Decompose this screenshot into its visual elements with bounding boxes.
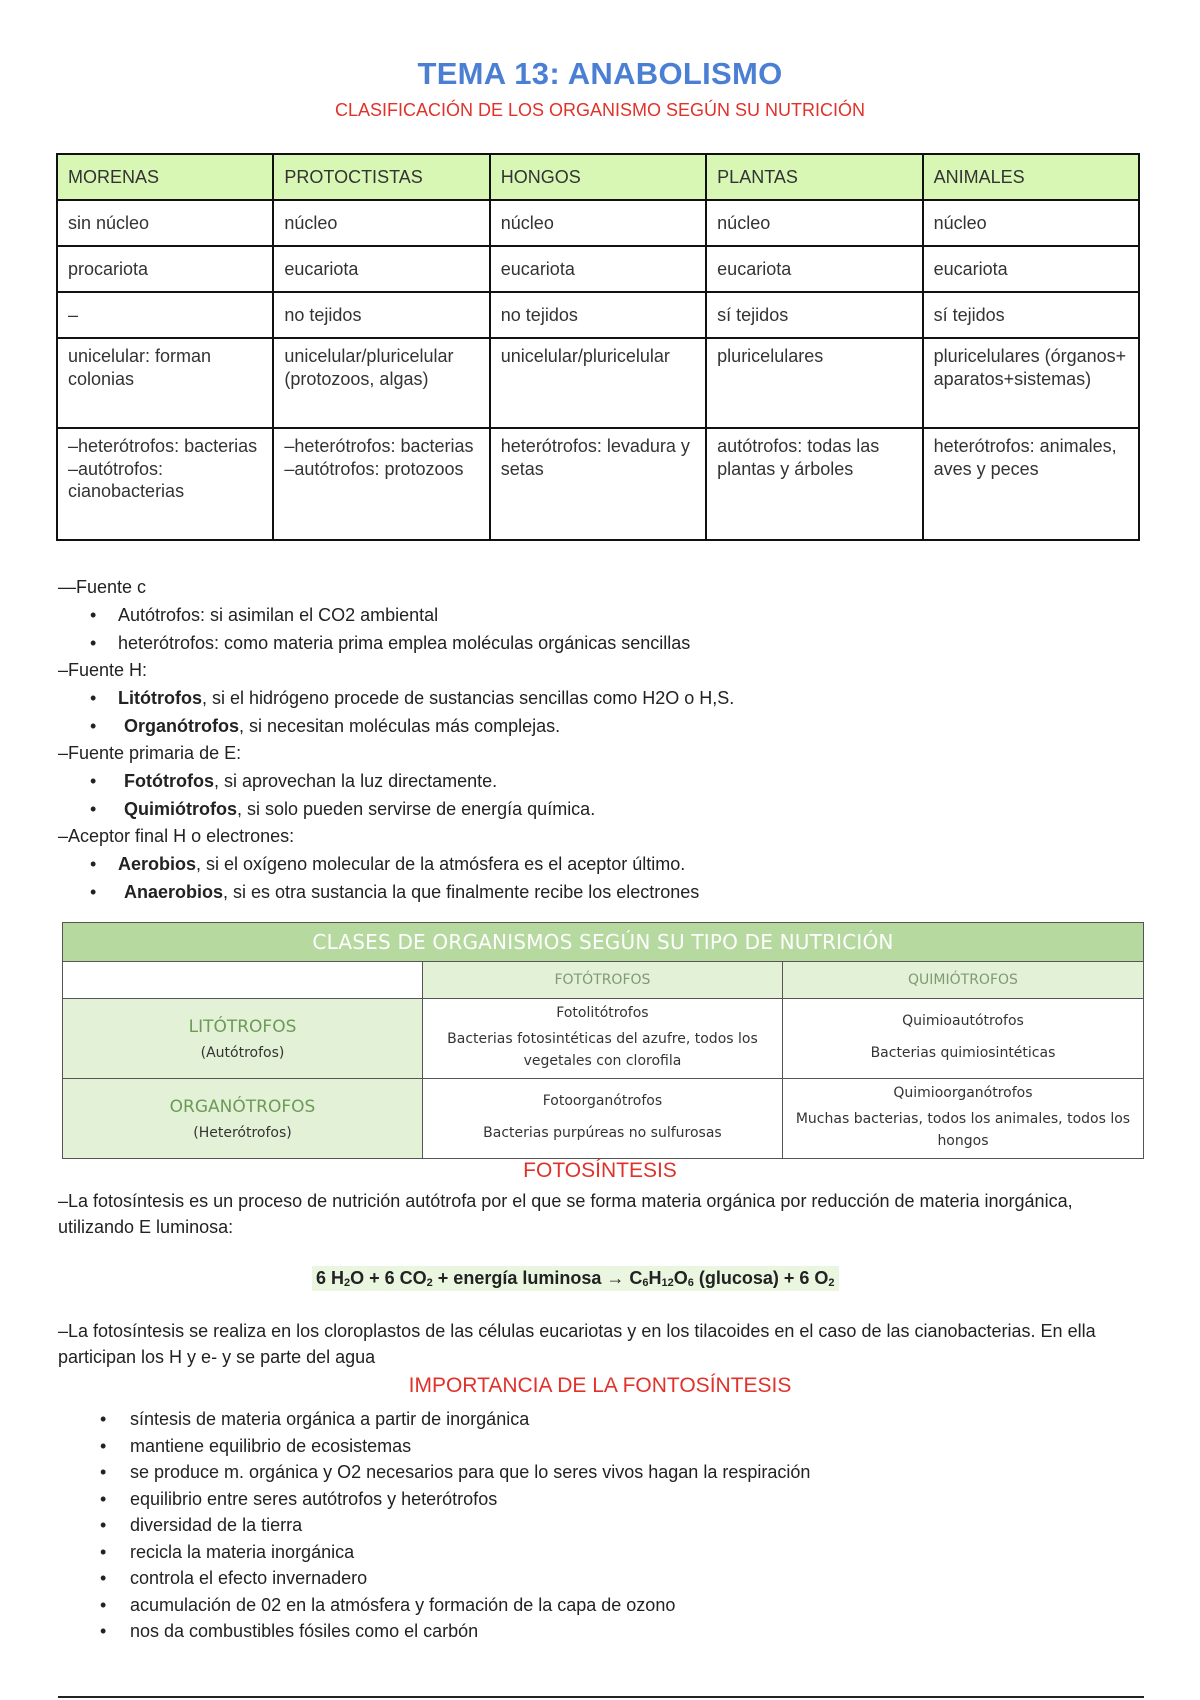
cell-name: Fotolitótrofos [556, 1004, 649, 1021]
paragraph: –La fotosíntesis es un proceso de nutrición autótrofa por el que se forma materia orgánica por reducción de materia inorgánica, utilizando E luminosa: [58, 1191, 1073, 1237]
list-item [118, 601, 1158, 629]
table-cell: – [57, 292, 273, 338]
table-row [57, 338, 1139, 428]
item-text: , si aprovechan la luz directamente. [213, 771, 498, 791]
list-item [118, 850, 1158, 878]
term: Anaerobios [124, 882, 224, 902]
list-item: • equilibrio entre seres autótrofos y heterótrofos [130, 1486, 1158, 1513]
list-item: • se produce m. orgánica y O2 necesarios para que lo seres vivos hagan la respiración [130, 1459, 1158, 1486]
list-item: • acumulación de 02 en la atmósfera y formación de la capa de ozono [130, 1592, 1158, 1619]
table-cell: núcleo [273, 200, 489, 246]
column-header: QUIMIÓTROFOS [782, 962, 1143, 999]
column-header: PROTOCTISTAS [273, 154, 489, 200]
cell-line: –heterótrofos: bacterias [68, 436, 258, 456]
list-item: • diversidad de la tierra [130, 1512, 1158, 1539]
table-cell: no tejidos [273, 292, 489, 338]
eq-sub: 2 [344, 1277, 351, 1289]
table-cell [57, 428, 273, 540]
eq-text: 6 H [316, 1268, 345, 1288]
nutrition-types-table [62, 922, 1144, 1159]
column-header: MORENAS [57, 154, 273, 200]
item-text: , si solo pueden servirse de energía química. [237, 799, 596, 819]
nutrition-notes [58, 574, 1158, 906]
list-item: • recicla la materia inorgánica [130, 1539, 1158, 1566]
table-cell [273, 428, 489, 540]
bullet-list [58, 684, 1158, 740]
list-item: • mantiene equilibrio de ecosistemas [130, 1433, 1158, 1460]
page-subtitle: CLASIFICACIÓN DE LOS ORGANISMO SEGÚN SU NUTRICIÓN [334, 100, 866, 120]
table-cell: pluricelulares (órganos+aparatos+sistemas) [923, 338, 1139, 428]
table-cell: heterótrofos: animales, aves y peces [923, 428, 1139, 540]
eq-text: H [648, 1268, 662, 1288]
table-header-row [57, 154, 1139, 200]
cell-line: –heterótrofos: bacterias [284, 436, 474, 456]
table-cell: unicelular/pluricelular (protozoos, algas) [273, 338, 489, 428]
photosynthesis-equation [312, 1266, 839, 1291]
eq-text: + energía luminosa → C [432, 1268, 643, 1288]
list-item [118, 795, 1158, 823]
table-cell [782, 999, 1143, 1079]
nutrition-table-title: CLASES DE ORGANISMOS SEGÚN SU TIPO DE NUTRICIÓN [63, 923, 1144, 962]
table-row [57, 246, 1139, 292]
cell-desc: Muchas bacterias, todos los animales, todos los hongos [795, 1110, 1131, 1149]
page-title: TEMA 13: ANABOLISMO [417, 56, 783, 91]
row-label: LITÓTROFOS [188, 1016, 297, 1037]
table-cell [782, 1079, 1143, 1159]
empty-corner-cell [63, 962, 423, 999]
eq-sub: 2 [426, 1277, 433, 1289]
cell-line: –autótrofos: cianobacterias [68, 458, 185, 501]
footer-divider [58, 1696, 1144, 1698]
list-item [118, 684, 1158, 712]
eq-sub: 6 [687, 1277, 694, 1289]
bullet-list [58, 601, 1158, 657]
table-cell: unicelular/pluricelular [490, 338, 706, 428]
cell-name: Fotoorganótrofos [542, 1092, 663, 1109]
list-item [118, 767, 1158, 795]
cell-desc: Bacterias quimiosintéticas [870, 1044, 1056, 1061]
column-header: HONGOS [490, 154, 706, 200]
term: Organótrofos [124, 716, 239, 736]
table-cell: núcleo [706, 200, 922, 246]
eq-text: (glucosa) + 6 O [693, 1268, 829, 1288]
list-item [118, 878, 1158, 906]
term: Quimiótrofos [124, 799, 237, 819]
table-cell: eucariota [490, 246, 706, 292]
list-item: • síntesis de materia orgánica a partir de inorgánica [130, 1406, 1158, 1433]
table-cell [422, 999, 782, 1079]
table-cell: unicelular: forman colonias [57, 338, 273, 428]
column-header: ANIMALES [923, 154, 1139, 200]
term: Litótrofos [118, 688, 202, 708]
table-cell: sí tejidos [706, 292, 922, 338]
table-cell: no tejidos [490, 292, 706, 338]
table-cell: núcleo [923, 200, 1139, 246]
column-header: PLANTAS [706, 154, 922, 200]
table-cell [422, 1079, 782, 1159]
table-cell: eucariota [923, 246, 1139, 292]
table-row [63, 999, 1144, 1079]
table-row [57, 200, 1139, 246]
classification-table [56, 153, 1140, 541]
table-cell: núcleo [490, 200, 706, 246]
list-item [118, 629, 1158, 657]
list-item: • nos da combustibles fósiles como el carbón [130, 1618, 1158, 1645]
section-heading-fotosintesis: FOTOSÍNTESIS [523, 1159, 677, 1182]
note-heading: —Fuente c [58, 577, 147, 597]
table-cell: sí tejidos [923, 292, 1139, 338]
list-item: • controla el efecto invernadero [130, 1565, 1158, 1592]
cell-line: –autótrofos: protozoos [284, 458, 464, 479]
table-cell: pluricelulares [706, 338, 922, 428]
section-heading-importancia: IMPORTANCIA DE LA FONTOSÍNTESIS [408, 1374, 792, 1397]
column-header: FOTÓTROFOS [422, 962, 782, 999]
note-heading: –Fuente primaria de E: [58, 743, 242, 763]
item-text: , si necesitan moléculas más complejas. [239, 716, 561, 736]
row-label: ORGANÓTROFOS [169, 1096, 316, 1117]
table-row [63, 1079, 1144, 1159]
table-row [57, 292, 1139, 338]
importance-list [58, 1406, 1158, 1645]
item-text: Autótrofos: si asimilan el CO2 ambiental [118, 605, 439, 625]
table-cell: eucariota [273, 246, 489, 292]
item-text: heterótrofos: como materia prima emplea moléculas orgánicas sencillas [118, 633, 691, 653]
cell-desc: Bacterias fotosintéticas del azufre, todos los vegetales con clorofila [447, 1030, 758, 1069]
row-sublabel: (Heterótrofos) [193, 1124, 292, 1141]
note-heading: –Aceptor final H o electrones: [58, 826, 295, 846]
bullet-list [58, 767, 1158, 823]
table-row [57, 428, 1139, 540]
table-cell: heterótrofos: levadura y setas [490, 428, 706, 540]
row-sublabel: (Autótrofos) [200, 1044, 285, 1061]
table-cell: eucariota [706, 246, 922, 292]
cell-name: Quimioautótrofos [902, 1012, 1024, 1029]
eq-sub: 12 [661, 1277, 674, 1289]
note-heading: –Fuente H: [58, 660, 148, 680]
table-cell: procariota [57, 246, 273, 292]
eq-text: O [673, 1268, 688, 1288]
table-cell: sin núcleo [57, 200, 273, 246]
bullet-list [58, 850, 1158, 906]
cell-desc: Bacterias purpúreas no sulfurosas [483, 1124, 722, 1141]
row-header [63, 1079, 423, 1159]
eq-sub: 2 [828, 1277, 835, 1289]
term: Aerobios [118, 854, 197, 874]
eq-sub: 6 [642, 1277, 649, 1289]
item-text: , si es otra sustancia la que finalmente recibe los electrones [223, 882, 700, 902]
item-text: , si el oxígeno molecular de la atmósfera es el aceptor último. [196, 854, 686, 874]
item-text: , si el hidrógeno procede de sustancias sencillas como H2O o H,S. [201, 688, 735, 708]
row-header [63, 999, 423, 1079]
table-cell: autótrofos: todas las plantas y árboles [706, 428, 922, 540]
term: Fotótrofos [124, 771, 214, 791]
list-item [118, 712, 1158, 740]
eq-text: O + 6 CO [350, 1268, 427, 1288]
paragraph: –La fotosíntesis se realiza en los cloroplastos de las células eucariotas y en los tilacoides en el caso de las cianobacterias. En ella participan los H y e- y se parte del agua [58, 1321, 1096, 1367]
cell-name: Quimioorganótrofos [893, 1084, 1033, 1101]
